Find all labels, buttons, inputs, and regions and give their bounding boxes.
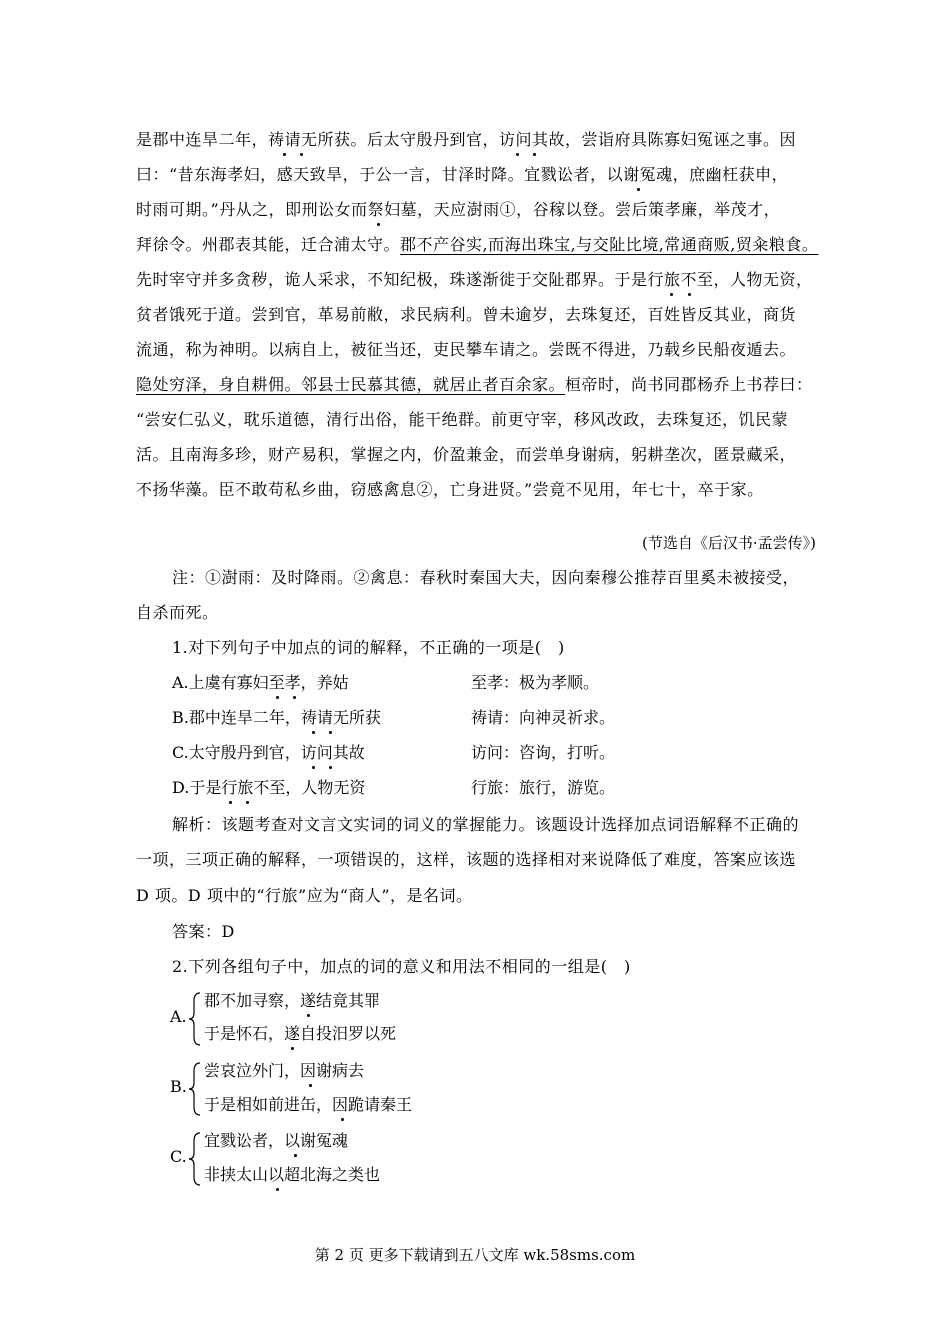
- emphasis-dot: [533, 153, 536, 156]
- passage-line: 先时宰守并多贪秽，诡人采求，不知纪极，珠遂渐徙于交阯郡界。于是行旅不至，人物无资，: [136, 270, 813, 289]
- emphasis-dot: [229, 801, 232, 804]
- emphasis-dot: [329, 766, 332, 769]
- notes-line: 自杀而死。: [136, 603, 219, 622]
- passage-line: 活。且南海多珍，财产易积，掌握之内，价盈兼金，而尝单身谢病，躬耕垄次，匿景藏采，: [136, 445, 797, 464]
- passage-text: 桓帝时，尚书同郡杨乔上书荐曰：: [565, 375, 813, 394]
- emphasis-dot: [276, 1188, 279, 1191]
- passage-line: 时雨可期。”丹从之，即刑讼女而祭妇墓，天应澍雨①，谷稼以登。尝后策孝廉，举茂才，: [136, 200, 781, 219]
- q1-option-a-explain: 至孝：极为孝顺。: [471, 673, 600, 692]
- emphasis-dot: [300, 153, 303, 156]
- group-c-sentence-2: 非挟太山以超北海之类也: [204, 1165, 381, 1184]
- q1-option-d-explain: 行旅：旅行，游览。: [471, 778, 616, 797]
- emphasis-dot: [246, 801, 249, 804]
- passage-text: 拜徐令。州郡表其能，迁合浦太守。: [136, 235, 401, 254]
- underlined-sentence: 隐处穷泽，身自耕佣。邻县士民慕其德，就居止者百余家。: [136, 375, 566, 394]
- q1-option-b: B.郡中连旱二年，祷请无所获: [172, 708, 381, 727]
- group-a-label: A.: [170, 1007, 187, 1026]
- emphasis-dot: [312, 731, 315, 734]
- brace-icon: [186, 1061, 202, 1117]
- emphasis-dot: [307, 1014, 310, 1017]
- emphasis-dot: [329, 731, 332, 734]
- passage-line: 流通，称为神明。以病自上，被征当还，吏民攀车请之。尝既不得进，乃载乡民船夜遁去。: [136, 340, 797, 359]
- group-c-sentence-1: 宜戮讼者，以谢冤魂: [204, 1131, 349, 1150]
- brace-icon: [186, 1131, 202, 1187]
- group-a-sentence-1: 郡不加寻察，遂结竟其罪: [204, 991, 381, 1010]
- passage-line: 曰：“昔东海孝妇，感天致旱，于公一言，甘泽时降。宜戮讼者，以谢冤魂，庶幽枉获申，: [136, 165, 789, 184]
- brace-icon: [186, 991, 202, 1047]
- q1-option-d: D.于是行旅不至，人物无资: [172, 778, 366, 797]
- analysis-line: 一项，三项正确的解释，一项错误的，这样，该题的选择相对来说降低了难度，答案应该选: [136, 850, 797, 869]
- source-citation: (节选自《后汉书·孟尝传》): [642, 534, 816, 552]
- group-b-sentence-2: 于是相如前进缶，因跪请秦王: [204, 1095, 413, 1114]
- notes-line: 注：①澍雨：及时降雨。②禽息：春秋时秦国大夫，因向秦穆公推荐百里奚未被接受，: [172, 568, 800, 587]
- passage-line: [136, 375, 836, 395]
- analysis-line: 解析：该题考查对文言文实词的词义的掌握能力。该题设计选择加点词语解释不正确的: [172, 815, 800, 834]
- emphasis-dot: [688, 293, 691, 296]
- answer: 答案：D: [172, 922, 235, 941]
- group-b-sentence-1: 尝哀泣外门，因谢病去: [204, 1061, 365, 1080]
- passage-line: 不扬华藻。臣不敢苟私乡曲，窃感禽息②，亡身进贤。”尝竟不见用，年七十，卒于家。: [136, 480, 764, 499]
- emphasis-dot: [283, 153, 286, 156]
- group-b-label: B.: [170, 1077, 187, 1096]
- analysis-line: D 项。D 项中的“行旅”应为“商人”，是名词。: [136, 886, 473, 905]
- group-a-sentence-2: 于是怀石，遂自投汨罗以死: [204, 1024, 397, 1043]
- emphasis-dot: [341, 1118, 344, 1121]
- question-2-stem: 2.下列各组句子中，加点的词的意义和用法不相同的一组是( ): [172, 957, 631, 976]
- emphasis-dot: [293, 696, 296, 699]
- group-c-label: C.: [170, 1147, 187, 1166]
- passage-line: 是郡中连旱二年，祷请无所获。后太守殷丹到官，访问其故，尝诣府具陈寡妇冤诬之事。因: [136, 130, 797, 149]
- q1-option-c-explain: 访问：咨询，打听。: [471, 743, 616, 762]
- emphasis-dot: [377, 223, 380, 226]
- question-1-stem: 1.对下列句子中加点的词的解释，不正确的一项是( ): [172, 638, 565, 657]
- emphasis-dot: [312, 766, 315, 769]
- emphasis-dot: [276, 696, 279, 699]
- emphasis-dot: [309, 1084, 312, 1087]
- emphasis-dot: [637, 188, 640, 191]
- passage-line: [136, 235, 836, 255]
- page-footer: 第 2 页 更多下载请到五八文库 wk.58sms.com: [314, 1246, 636, 1264]
- q1-option-a: A.上虞有寡妇至孝，养姑: [172, 673, 349, 692]
- passage-line: “尝安仁弘义，耽乐道德，清行出俗，能干绝群。前更守宰，移风改政，去珠复还，饥民蒙: [136, 410, 789, 429]
- q1-option-c: C.太守殷丹到官，访问其故: [172, 743, 365, 762]
- emphasis-dot: [516, 153, 519, 156]
- underlined-sentence: 郡不产谷实,而海出珠宝,与交阯比境,常通商贩,贸籴粮食。: [400, 235, 819, 254]
- emphasis-dot: [294, 1154, 297, 1157]
- q1-option-b-explain: 祷请：向神灵祈求。: [471, 708, 616, 727]
- emphasis-dot: [291, 1047, 294, 1050]
- emphasis-dot: [670, 293, 673, 296]
- passage-line: 贫者饿死于道。尝到官，革易前敝，求民病利。曾未逾岁，去珠复还，百姓皆反其业，商货: [136, 305, 797, 324]
